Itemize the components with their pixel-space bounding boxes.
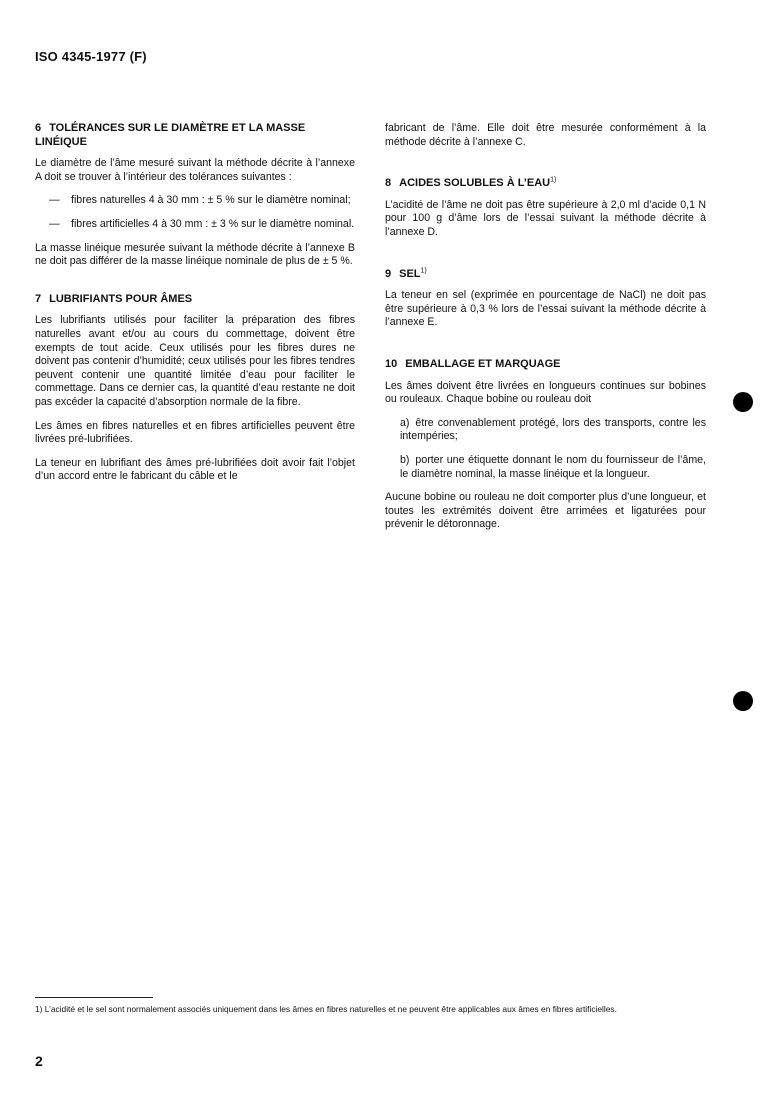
right-column bbox=[385, 122, 706, 542]
section-title: LUBRIFIANTS POUR ÂMES bbox=[49, 292, 193, 305]
section-10-heading bbox=[385, 358, 706, 372]
section-9-heading bbox=[385, 268, 706, 282]
dash-bullet: — bbox=[49, 217, 60, 230]
list-item-text: porter une étiquette donnant le nom du fournisseur de l’âme, le diamètre nominal, la masse linéique et la longueur. bbox=[400, 453, 706, 480]
section-number: 6 bbox=[35, 122, 42, 134]
footnote-mark: 1) bbox=[35, 1004, 43, 1014]
left-column bbox=[35, 122, 355, 494]
footnote bbox=[35, 1003, 707, 1016]
list-item bbox=[35, 218, 355, 232]
section-number: 10 bbox=[385, 357, 398, 370]
section-number: 7 bbox=[35, 292, 42, 305]
section-title: EMBALLAGE ET MARQUAGE bbox=[405, 357, 561, 370]
list-item bbox=[385, 454, 706, 481]
list-item-text: fibres artificielles 4 à 30 mm : ± 3 % sur le diamètre nominal. bbox=[71, 217, 355, 230]
footnote-ref: 1) bbox=[420, 266, 427, 274]
document-header: ISO 4345-1977 (F) bbox=[35, 49, 147, 64]
paragraph: Les âmes doivent être livrées en longueurs continues sur bobines ou rouleaux. Chaque bobine ou rouleau doit bbox=[385, 379, 706, 406]
list-item-label: b) bbox=[400, 453, 410, 466]
section-7-heading bbox=[35, 293, 355, 307]
section-6-heading bbox=[35, 122, 355, 149]
paragraph: La teneur en sel (exprimée en pourcentage de NaCl) ne doit pas être supérieure à 0,3 % lors de l’essai suivant la méthode décrite à l’annexe E. bbox=[385, 289, 706, 329]
section-title: SEL bbox=[399, 267, 421, 280]
footnote-divider bbox=[35, 997, 153, 998]
footnote-text: L’acidité et le sel sont normalement associés uniquement dans les âmes en fibres naturelles et ne peuvent être applicables aux âmes en fibres artificielles. bbox=[44, 1004, 617, 1014]
section-number: 8 bbox=[385, 177, 392, 190]
paragraph: La teneur en lubrifiant des âmes pré-lubrifiées doit avoir fait l’objet d’un accord entre le fabricant du câble et le bbox=[35, 456, 355, 483]
punch-hole bbox=[733, 392, 753, 412]
footnote-ref: 1) bbox=[550, 176, 557, 184]
list-item-label: a) bbox=[400, 416, 410, 429]
paragraph: La masse linéique mesurée suivant la méthode décrite à l’annexe B ne doit pas différer de la masse linéique nominale de plus de ± 5 %. bbox=[35, 241, 355, 268]
section-number: 9 bbox=[385, 267, 392, 280]
section-8-heading bbox=[385, 177, 706, 191]
paragraph: L’acidité de l’âme ne doit pas être supérieure à 2,0 ml d’acide 0,1 N pour 100 g d’âme lors de l’essai suivant la méthode décrite à l’annexe D. bbox=[385, 198, 706, 238]
paragraph: Les lubrifiants utilisés pour faciliter la préparation des fibres naturelles avant et/ou au cours du commettage, doivent être exempts de tout acide. Ceux utilisés pour les fibres dures ne doivent pas contenir d’humidité; ceux utilisés pour les fibres tendres peuvent contenir une quantité limitée d’eau pour faciliter le commettage. Dans ce dernier cas, la quantité d’eau restante ne doit pas excéder la capacité d’absorption normale de la fibre. bbox=[35, 314, 355, 408]
dash-bullet: — bbox=[49, 194, 60, 207]
list-item bbox=[35, 194, 355, 208]
section-title: TOLÉRANCES SUR LE DIAMÈTRE ET LA MASSE LINÉIQUE bbox=[35, 122, 306, 148]
section-title: ACIDES SOLUBLES À L’EAU bbox=[399, 177, 551, 190]
page-number: 2 bbox=[35, 1053, 43, 1069]
punch-hole bbox=[733, 691, 753, 711]
paragraph: Les âmes en fibres naturelles et en fibres artificielles peuvent être livrées pré-lubrifiées. bbox=[35, 419, 355, 446]
list-item-text: fibres naturelles 4 à 30 mm : ± 5 % sur le diamètre nominal; bbox=[71, 194, 351, 207]
paragraph: fabricant de l’âme. Elle doit être mesurée conformément à la méthode décrite à l’annexe C. bbox=[385, 122, 706, 148]
list-item bbox=[385, 417, 706, 444]
paragraph: Aucune bobine ou rouleau ne doit comporter plus d’une longueur, et toutes les extrémités doivent être arrimées et ligaturées pour prévenir le détoronnage. bbox=[385, 491, 706, 531]
paragraph: Le diamètre de l’âme mesuré suivant la méthode décrite à l’annexe A doit se trouver à l’intérieur des tolérances suivantes : bbox=[35, 157, 355, 183]
list-item-text: être convenablement protégé, lors des transports, contre les intempéries; bbox=[400, 416, 706, 443]
